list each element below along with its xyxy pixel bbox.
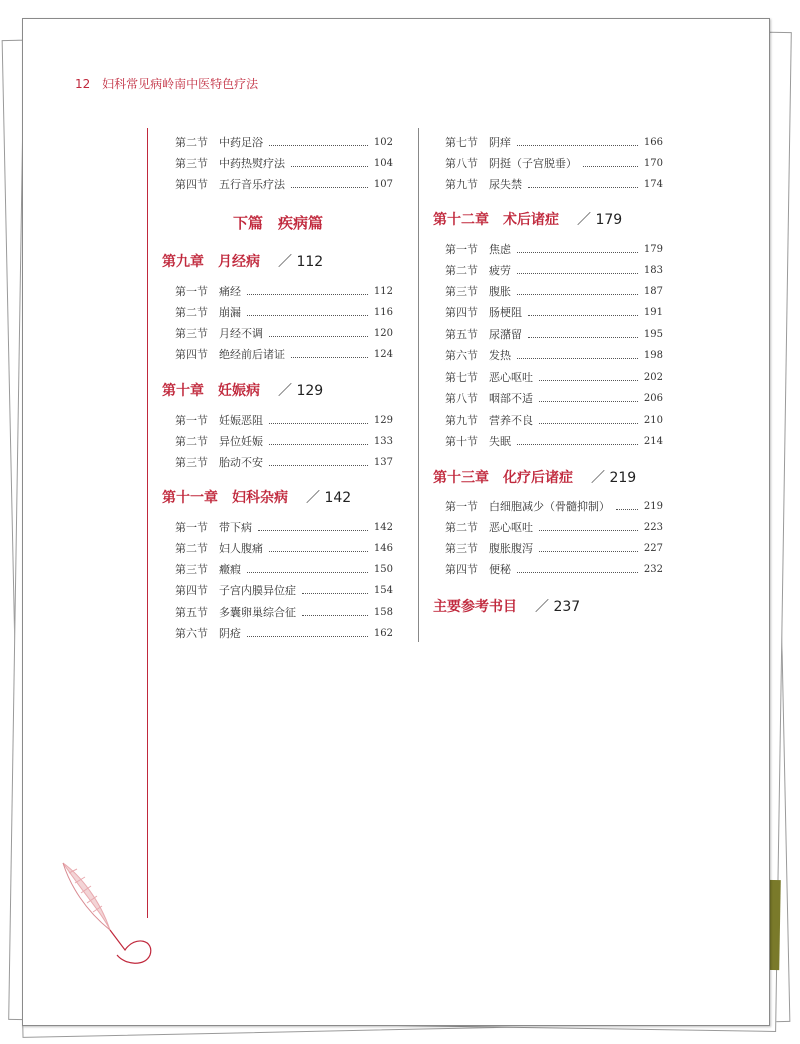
section-title: 痛经 [219, 285, 241, 298]
section-title: 崩漏 [219, 306, 241, 319]
toc-entry[interactable] [445, 559, 663, 579]
toc-entry[interactable] [175, 174, 393, 194]
section-title: 妊娠恶阻 [219, 414, 263, 427]
toc-entry[interactable] [445, 239, 663, 259]
section-number: 第一节 [175, 521, 208, 534]
toc-entry[interactable] [175, 344, 393, 364]
section-title: 发热 [489, 349, 511, 362]
section-title: 阴痒 [489, 136, 511, 149]
chapter-page: ／ 129 [278, 383, 324, 399]
leader-dots [291, 357, 368, 358]
leader-dots [269, 465, 368, 466]
toc-entry[interactable] [175, 559, 393, 579]
section-title: 阴挺（子宫脱垂） [489, 157, 577, 170]
section-title: 癥瘕 [219, 563, 241, 576]
page-ref: 198 [643, 349, 663, 361]
section-number: 第四节 [175, 178, 208, 191]
section-title: 腹胀腹泻 [489, 542, 533, 555]
section-number: 第一节 [175, 414, 208, 427]
section-title: 焦虑 [489, 243, 511, 256]
page-ref: 137 [373, 456, 393, 468]
leader-dots [247, 636, 368, 637]
toc-entry[interactable] [445, 345, 663, 365]
toc-entry[interactable] [445, 302, 663, 322]
section-title: 五行音乐疗法 [219, 178, 285, 191]
section-number: 第九节 [445, 178, 478, 191]
page-ref: 183 [643, 264, 663, 276]
section-title: 便秘 [489, 563, 511, 576]
section-title: 绝经前后诸证 [219, 348, 285, 361]
references-label: 主要参考书目 [433, 599, 517, 615]
section-title: 肠梗阻 [489, 306, 522, 319]
section-title: 阴疮 [219, 627, 241, 640]
page-number: 12 [75, 77, 91, 91]
chapter-page: ／ 112 [278, 254, 324, 270]
leader-dots [539, 551, 638, 552]
section-number: 第三节 [445, 542, 478, 555]
page-ref: 232 [643, 563, 663, 575]
chapter-label: 第十一章 妇科杂病 [162, 490, 288, 506]
section-title: 月经不调 [219, 327, 263, 340]
page-ref: 124 [373, 348, 393, 360]
part-title: 下篇 疾病篇 [233, 214, 324, 232]
page-ref: 187 [643, 285, 663, 297]
page-ref: 227 [643, 542, 663, 554]
leader-dots [269, 444, 368, 445]
section-number: 第六节 [445, 349, 478, 362]
toc-entry[interactable] [175, 623, 393, 643]
section-number: 第九节 [445, 414, 478, 427]
chapter-label: 第十章 妊娠病 [162, 383, 260, 399]
toc-entry[interactable] [445, 174, 663, 194]
chapter-label: 第十二章 术后诸症 [433, 212, 559, 228]
toc-entry[interactable] [445, 538, 663, 558]
page-ref: 129 [373, 414, 393, 426]
leader-dots [302, 615, 368, 616]
running-header [75, 75, 258, 92]
leader-dots [616, 509, 638, 510]
toc-entry[interactable] [445, 388, 663, 408]
leader-dots [528, 187, 638, 188]
page-ref: 133 [373, 435, 393, 447]
chapter-label: 第九章 月经病 [162, 254, 260, 270]
section-number: 第三节 [175, 327, 208, 340]
chapter-page: ／ 142 [306, 490, 352, 506]
chapter-heading[interactable] [162, 487, 351, 507]
section-title: 营养不良 [489, 414, 533, 427]
toc-entry[interactable] [445, 410, 663, 430]
section-title: 恶心呕吐 [489, 371, 533, 384]
section-number: 第一节 [445, 500, 478, 513]
section-number: 第六节 [175, 627, 208, 640]
page-ref: 206 [643, 392, 663, 404]
page-ref: 166 [643, 136, 663, 148]
section-title: 咽部不适 [489, 392, 533, 405]
toc-entry[interactable] [175, 302, 393, 322]
chapter-label: 第十三章 化疗后诸症 [433, 470, 573, 486]
leader-dots [539, 530, 638, 531]
section-title: 尿潴留 [489, 328, 522, 341]
section-number: 第二节 [175, 435, 208, 448]
leader-dots [517, 145, 638, 146]
chapter-page: ／ 219 [591, 470, 637, 486]
section-number: 第三节 [175, 456, 208, 469]
section-number: 第四节 [445, 306, 478, 319]
section-title: 中药热熨疗法 [219, 157, 285, 170]
leader-dots [517, 444, 638, 445]
page-ref: 104 [373, 157, 393, 169]
page-ref: 179 [643, 243, 663, 255]
toc-entry[interactable] [445, 496, 663, 516]
page-ref: 150 [373, 563, 393, 575]
chapter-heading[interactable] [433, 467, 636, 487]
leader-dots [247, 315, 368, 316]
section-number: 第一节 [175, 285, 208, 298]
leader-dots [269, 423, 368, 424]
section-title: 腹胀 [489, 285, 511, 298]
page-ref: 112 [373, 285, 393, 297]
toc-entry[interactable] [175, 410, 393, 430]
section-number: 第三节 [175, 157, 208, 170]
leader-dots [528, 337, 638, 338]
page-ref: 146 [373, 542, 393, 554]
section-title: 带下病 [219, 521, 252, 534]
section-number: 第五节 [175, 606, 208, 619]
page-ref: 107 [373, 178, 393, 190]
page-ref: 162 [373, 627, 393, 639]
leader-dots [539, 423, 638, 424]
section-title: 妇人腹痛 [219, 542, 263, 555]
page-ref: 214 [643, 435, 663, 447]
leader-dots [517, 252, 638, 253]
toc-entry[interactable] [175, 281, 393, 301]
toc-entry[interactable] [175, 153, 393, 173]
section-number: 第八节 [445, 392, 478, 405]
section-number: 第二节 [175, 306, 208, 319]
page-ref: 154 [373, 584, 393, 596]
chapter-page: ／ 179 [577, 212, 623, 228]
section-title: 恶心呕吐 [489, 521, 533, 534]
section-number: 第三节 [445, 285, 478, 298]
leader-dots [291, 166, 368, 167]
book-title: 妇科常见病岭南中医特色疗法 [102, 77, 259, 91]
section-number: 第二节 [175, 136, 208, 149]
section-number: 第八节 [445, 157, 478, 170]
toc-entry[interactable] [175, 132, 393, 152]
page-ref: 158 [373, 606, 393, 618]
page-ref: 116 [373, 306, 393, 318]
column-divider [147, 128, 148, 918]
page-ref: 120 [373, 327, 393, 339]
leader-dots [269, 145, 368, 146]
references-page: ／ 237 [535, 599, 581, 615]
leader-dots [539, 380, 638, 381]
toc-entry[interactable] [175, 517, 393, 537]
leader-dots [269, 551, 368, 552]
section-title: 失眠 [489, 435, 511, 448]
leader-dots [517, 358, 638, 359]
section-title: 异位妊娠 [219, 435, 263, 448]
page-ref: 191 [643, 306, 663, 318]
section-number: 第十节 [445, 435, 478, 448]
toc-entry[interactable] [175, 580, 393, 600]
toc-entry[interactable] [175, 323, 393, 343]
column-divider [418, 128, 419, 642]
toc-entry[interactable] [445, 324, 663, 344]
leader-dots [269, 336, 368, 337]
leader-dots [247, 572, 368, 573]
section-title: 尿失禁 [489, 178, 522, 191]
section-number: 第七节 [445, 136, 478, 149]
section-number: 第二节 [445, 521, 478, 534]
section-number: 第四节 [175, 584, 208, 597]
leader-dots [517, 294, 638, 295]
toc-entry[interactable] [445, 260, 663, 280]
page-ref: 210 [643, 414, 663, 426]
toc-entry[interactable] [445, 517, 663, 537]
leader-dots [302, 593, 368, 594]
page-ref: 142 [373, 521, 393, 533]
chapter-heading[interactable] [162, 380, 323, 400]
section-title: 多囊卵巢综合征 [219, 606, 296, 619]
toc-entry[interactable] [175, 431, 393, 451]
toc-entry[interactable] [175, 538, 393, 558]
references-heading[interactable] [433, 596, 580, 616]
section-number: 第一节 [445, 243, 478, 256]
page-ref: 102 [373, 136, 393, 148]
toc-entry[interactable] [445, 132, 663, 152]
section-title: 子宫内膜异位症 [219, 584, 296, 597]
page-ref: 219 [643, 500, 663, 512]
toc-entry[interactable] [175, 452, 393, 472]
leader-dots [583, 166, 638, 167]
toc-entry[interactable] [175, 602, 393, 622]
chapter-heading[interactable] [162, 251, 323, 271]
leader-dots [539, 401, 638, 402]
leader-dots [258, 530, 368, 531]
section-title: 疲劳 [489, 264, 511, 277]
section-number: 第二节 [445, 264, 478, 277]
chapter-heading[interactable] [433, 209, 622, 229]
section-number: 第七节 [445, 371, 478, 384]
section-title: 中药足浴 [219, 136, 263, 149]
section-number: 第三节 [175, 563, 208, 576]
page-ref: 202 [643, 371, 663, 383]
leader-dots [517, 572, 638, 573]
section-title: 胎动不安 [219, 456, 263, 469]
page-ref: 174 [643, 178, 663, 190]
section-number: 第四节 [445, 563, 478, 576]
section-number: 第五节 [445, 328, 478, 341]
section-number: 第二节 [175, 542, 208, 555]
leader-dots [528, 315, 638, 316]
section-title: 白细胞减少（骨髓抑制） [489, 500, 610, 513]
page-ref: 223 [643, 521, 663, 533]
toc-entry[interactable] [445, 367, 663, 387]
feather-quill-icon [55, 855, 165, 975]
page-ref: 170 [643, 157, 663, 169]
toc-entry[interactable] [445, 153, 663, 173]
leader-dots [517, 273, 638, 274]
section-number: 第四节 [175, 348, 208, 361]
toc-entry[interactable] [445, 281, 663, 301]
page-ref: 195 [643, 328, 663, 340]
toc-entry[interactable] [445, 431, 663, 451]
leader-dots [291, 187, 368, 188]
leader-dots [247, 294, 368, 295]
